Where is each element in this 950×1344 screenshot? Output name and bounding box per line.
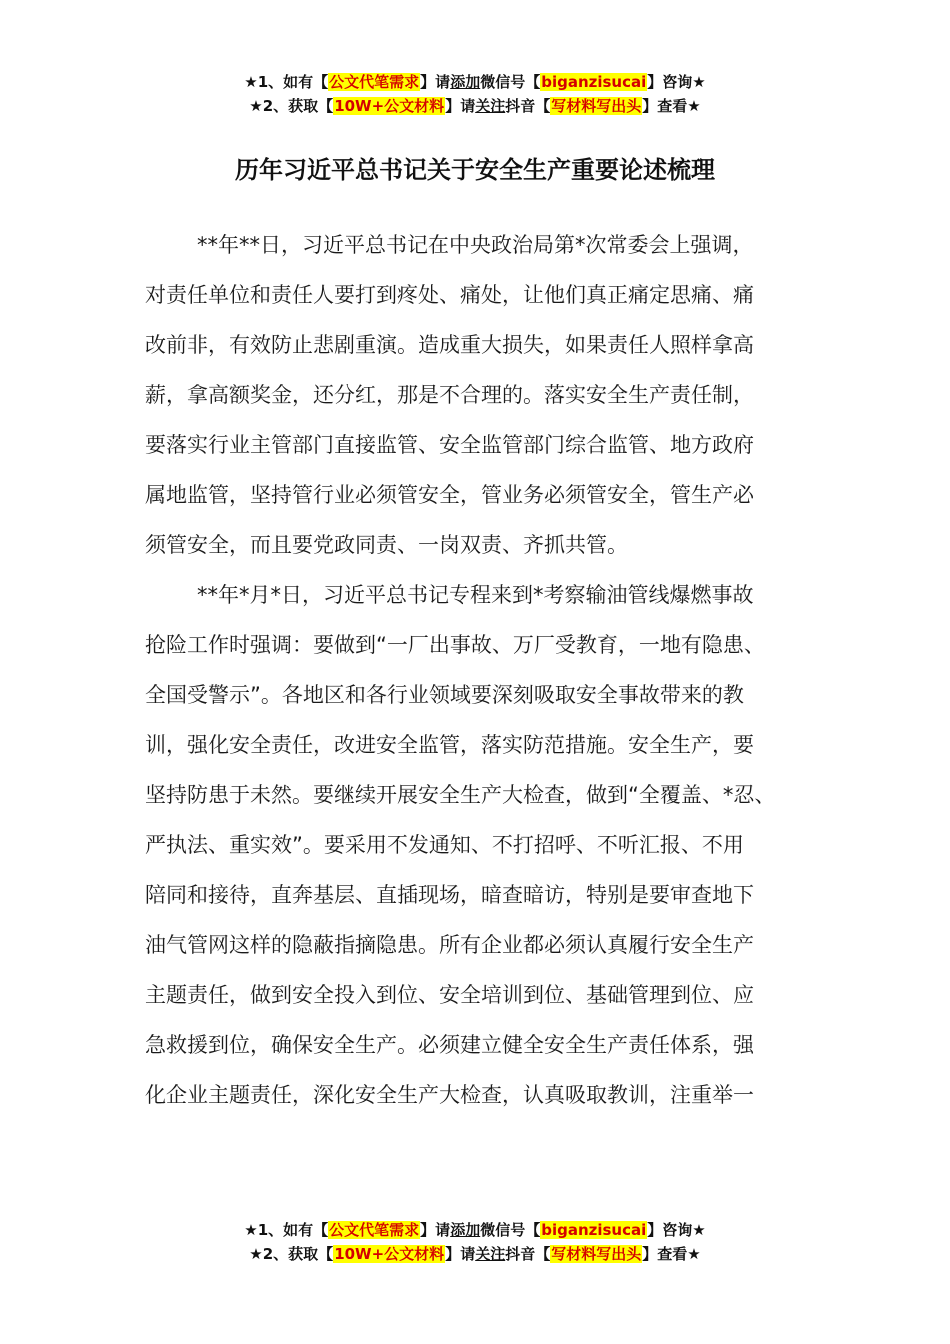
banner-text: 】请 — [420, 73, 451, 91]
banner-line-1 — [0, 1218, 950, 1242]
text-line: 须管安全，而且要党政同责、一岗双责、齐抓共管。 — [145, 533, 628, 557]
text-line: 急救援到位，确保安全生产。必须建立健全安全生产责任体系，强 — [145, 1033, 754, 1057]
banner-text: ★1、如有【 — [244, 73, 329, 91]
banner-text: 抖音【 — [505, 97, 551, 115]
banner-text: 微信号【 — [480, 73, 541, 91]
banner-underlined: 关注 — [475, 1245, 506, 1263]
banner-highlight: 10W+公文材料 — [334, 97, 445, 115]
banner-text: ★1、如有【 — [244, 1221, 329, 1239]
banner-text: 】查看★ — [642, 1245, 701, 1263]
document-body — [145, 220, 815, 1120]
footer-banner — [0, 1218, 950, 1266]
banner-text: 】咨询★ — [647, 1221, 706, 1239]
banner-line-2 — [0, 94, 950, 118]
text-line: 坚持防患于未然。要继续开展安全生产大检查，做到“全覆盖、*忍、 — [145, 783, 776, 807]
text-line: 全国受警示”。各地区和各行业领域要深刻吸取安全事故带来的教 — [145, 683, 744, 707]
header-banner — [0, 70, 950, 118]
paragraph-1 — [145, 220, 815, 570]
banner-underlined: 添加 — [450, 73, 481, 91]
text-line: 化企业主题责任，深化安全生产大检查，认真吸取教训，注重举一 — [145, 1083, 754, 1107]
banner-highlight: 写材料写出头 — [551, 97, 642, 115]
banner-highlight: 公文代笔需求 — [329, 1221, 420, 1239]
text-line: 抢险工作时强调：要做到“一厂出事故、万厂受教育，一地有隐患、 — [145, 633, 765, 657]
paragraph-2 — [145, 570, 815, 1120]
banner-text: 】查看★ — [642, 97, 701, 115]
banner-text: 】请 — [445, 97, 476, 115]
banner-line-2 — [0, 1242, 950, 1266]
banner-text: 】请 — [420, 1221, 451, 1239]
banner-highlight: 10W+公文材料 — [334, 1245, 445, 1263]
banner-underlined: 关注 — [475, 97, 506, 115]
text-line: 油气管网这样的隐蔽指摘隐患。所有企业都必须认真履行安全生产 — [145, 933, 754, 957]
banner-text: 】咨询★ — [647, 73, 706, 91]
banner-text: ★2、获取【 — [249, 1245, 334, 1263]
text-line: 陪同和接待，直奔基层、直插现场，暗查暗访，特别是要审查地下 — [145, 883, 754, 907]
banner-text: ★2、获取【 — [249, 97, 334, 115]
banner-line-1 — [0, 70, 950, 94]
text-line: **年*月*日，习近平总书记专程来到*考察输油管线爆燃事故 — [197, 583, 754, 607]
text-line: 薪，拿高额奖金，还分红，那是不合理的。落实安全生产责任制， — [145, 383, 754, 407]
text-line: 严执法、重实效”。要采用不发通知、不打招呼、不听汇报、不用 — [145, 833, 744, 857]
banner-text: 抖音【 — [505, 1245, 551, 1263]
document-title: 历年习近平总书记关于安全生产重要论述梳理 — [235, 156, 715, 184]
banner-highlight: biganzisucai — [541, 73, 647, 91]
text-line: 对责任单位和责任人要打到疼处、痛处，让他们真正痛定思痛、痛 — [145, 283, 754, 307]
text-line: 改前非，有效防止悲剧重演。造成重大损失，如果责任人照样拿高 — [145, 333, 754, 357]
text-line: 属地监管，坚持管行业必须管安全，管业务必须管安全，管生产必 — [145, 483, 754, 507]
banner-underlined: 添加 — [450, 1221, 481, 1239]
banner-text: 】请 — [445, 1245, 476, 1263]
banner-highlight: biganzisucai — [541, 1221, 647, 1239]
banner-highlight: 写材料写出头 — [551, 1245, 642, 1263]
text-line: **年**日，习近平总书记在中央政治局第*次常委会上强调， — [197, 233, 754, 257]
text-line: 训，强化安全责任，改进安全监管，落实防范措施。安全生产，要 — [145, 733, 754, 757]
banner-highlight: 公文代笔需求 — [329, 73, 420, 91]
text-line: 主题责任，做到安全投入到位、安全培训到位、基础管理到位、应 — [145, 983, 754, 1007]
banner-text: 微信号【 — [480, 1221, 541, 1239]
text-line: 要落实行业主管部门直接监管、安全监管部门综合监管、地方政府 — [145, 433, 754, 457]
